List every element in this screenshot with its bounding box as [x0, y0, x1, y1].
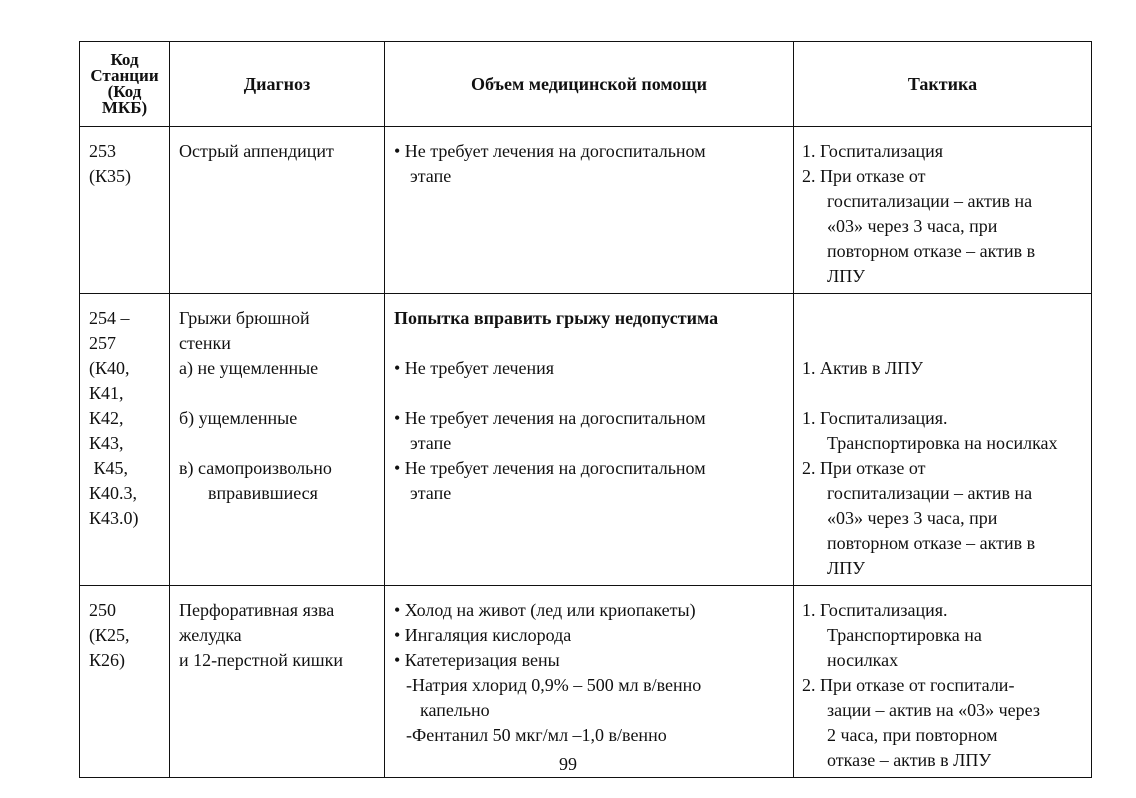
bullet-item: • Не требует лечения	[394, 358, 555, 378]
header-scope: Объем медицинской помощи	[385, 42, 794, 127]
row-tactics: 1. Актив в ЛПУ 1. Госпитализация. Транспортировка на носилках 2. При отказе от госпитализации – актив на «03» через 3 часа, при повторном отказе – актив в ЛПУ	[794, 294, 1092, 586]
bullet-item: • Катетеризация вены	[394, 650, 560, 670]
row-scope	[385, 586, 794, 778]
header-code: Код Станции (Код МКБ)	[80, 42, 170, 127]
row-diagnosis: Острый аппендицит	[170, 127, 385, 294]
table-row	[80, 586, 1092, 778]
row-scope	[385, 127, 794, 294]
sub-item: -Натрия хлорид 0,9% – 500 мл в/венно капельно	[406, 675, 702, 720]
scope-warning: Попытка вправить грыжу недопустима	[394, 308, 719, 328]
header-diagnosis: Диагноз	[170, 42, 385, 127]
row-tactics: 1. Госпитализация. Транспортировка на носилках 2. При отказе от госпитали- зации – актив на «03» через 2 часа, при повторном отказе – актив в ЛПУ	[794, 586, 1092, 778]
medical-protocol-table	[79, 41, 1092, 778]
header-tactics: Тактика	[794, 42, 1092, 127]
row-scope	[385, 294, 794, 586]
sub-item: -Фентанил 50 мкг/мл –1,0 в/венно	[406, 725, 667, 745]
page-number: 99	[559, 754, 577, 774]
row-diagnosis: Перфоративная язва желудка и 12-перстной кишки	[170, 586, 385, 778]
bullet-item: • Не требует лечения на догоспитальном этапе	[394, 408, 706, 453]
bullet-item: • Не требует лечения на догоспитальном этапе	[394, 141, 706, 186]
table-row	[80, 294, 1092, 586]
row-code: 250 (К25, К26)	[80, 586, 170, 778]
row-code: 253 (К35)	[80, 127, 170, 294]
row-code: 254 – 257 (К40, К41, К42, К43, К45, К40.3, К43.0)	[80, 294, 170, 586]
bullet-item: • Не требует лечения на догоспитальном этапе	[394, 458, 706, 503]
bullet-item: • Холод на живот (лед или криопакеты)	[394, 600, 696, 620]
bullet-item: • Ингаляция кислорода	[394, 625, 572, 645]
table-row	[80, 127, 1092, 294]
row-diagnosis: Грыжи брюшной стенки а) не ущемленные б) ущемленные в) самопроизвольно вправившиеся	[170, 294, 385, 586]
row-tactics: 1. Госпитализация 2. При отказе от госпитализации – актив на «03» через 3 часа, при повторном отказе – актив в ЛПУ	[794, 127, 1092, 294]
table-header-row	[80, 42, 1092, 127]
